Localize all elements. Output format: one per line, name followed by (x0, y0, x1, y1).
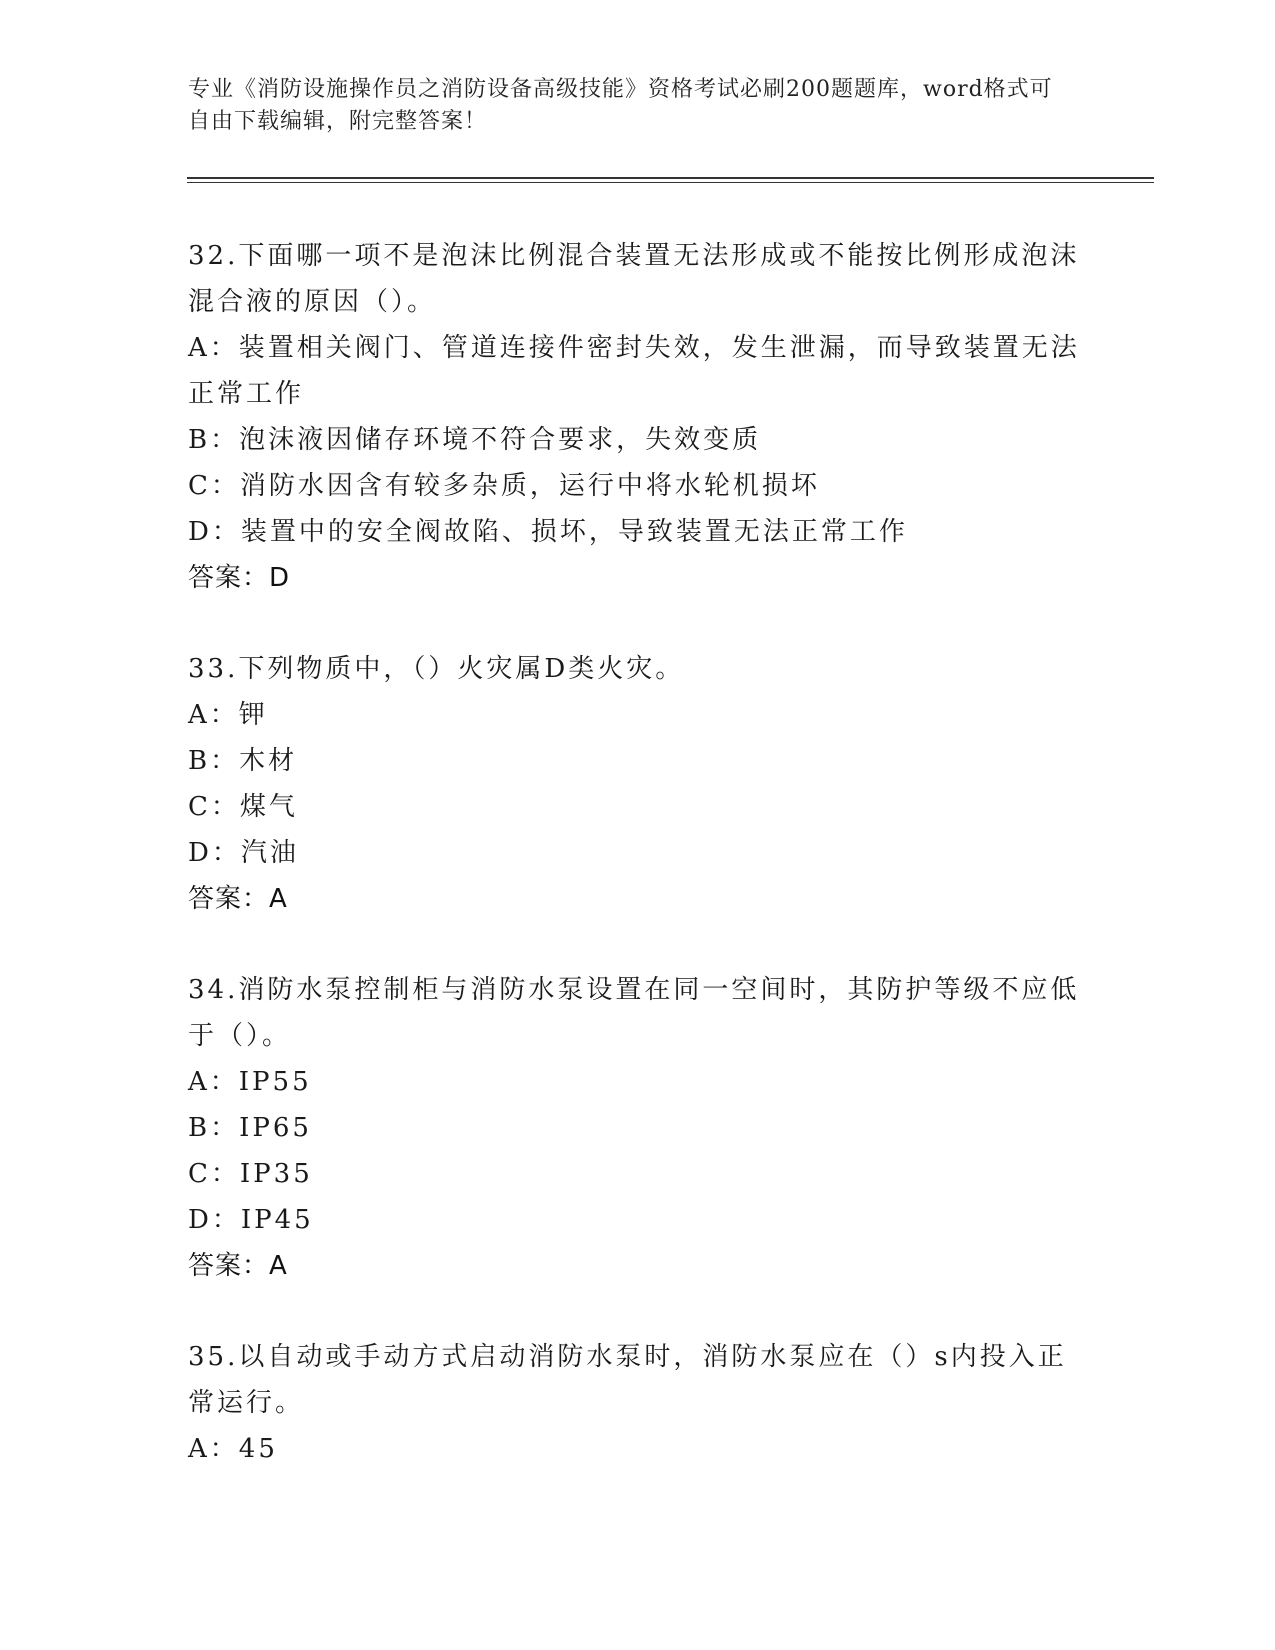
document-header: 专业《消防设施操作员之消防设备高级技能》资格考试必刷200题题库，word格式可自由下载编辑，附完整答案！ (188, 77, 1053, 134)
option-a: A：装置相关阀门、管道连接件密封失效，发生泄漏，而导致装置无法正常工作 (188, 333, 1080, 409)
option-c: C：煤气 (188, 792, 298, 822)
question-stem: 35.以自动或手动方式启动消防水泵时，消防水泵应在（）s内投入正常运行。 (188, 1342, 1067, 1418)
option-c: C：消防水因含有较多杂质，运行中将水轮机损坏 (188, 471, 820, 501)
question-stem: 32.下面哪一项不是泡沫比例混合装置无法形成或不能按比例形成泡沫混合液的原因（）。 (188, 241, 1080, 317)
option-b: B：木材 (188, 746, 298, 776)
option-d: D：装置中的安全阀故陷、损坏，导致装置无法正常工作 (188, 517, 908, 547)
question-34 (188, 967, 1088, 1289)
answer-line: 答案：A (188, 1251, 288, 1281)
question-32 (188, 233, 1088, 601)
header-divider-thick (187, 177, 1154, 179)
option-a: A：IP55 (188, 1067, 312, 1097)
question-list (188, 233, 1088, 1517)
question-35 (188, 1334, 1088, 1472)
question-stem: 34.消防水泵控制柜与消防水泵设置在同一空间时，其防护等级不应低于（）。 (188, 975, 1080, 1051)
header-divider-thin (187, 182, 1154, 183)
option-d: D：IP45 (188, 1205, 314, 1235)
option-b: B：IP65 (188, 1113, 312, 1143)
option-c: C：IP35 (188, 1159, 313, 1189)
option-a: A：45 (188, 1434, 278, 1464)
option-d: D：汽油 (188, 838, 299, 868)
option-a: A：钾 (188, 700, 268, 730)
answer-line: 答案：D (188, 563, 291, 593)
question-33 (188, 646, 1088, 922)
question-stem: 33.下列物质中，（）火灾属D类火灾。 (188, 654, 685, 684)
answer-line: 答案：A (188, 884, 288, 914)
option-b: B：泡沫液因储存环境不符合要求，失效变质 (188, 425, 762, 455)
